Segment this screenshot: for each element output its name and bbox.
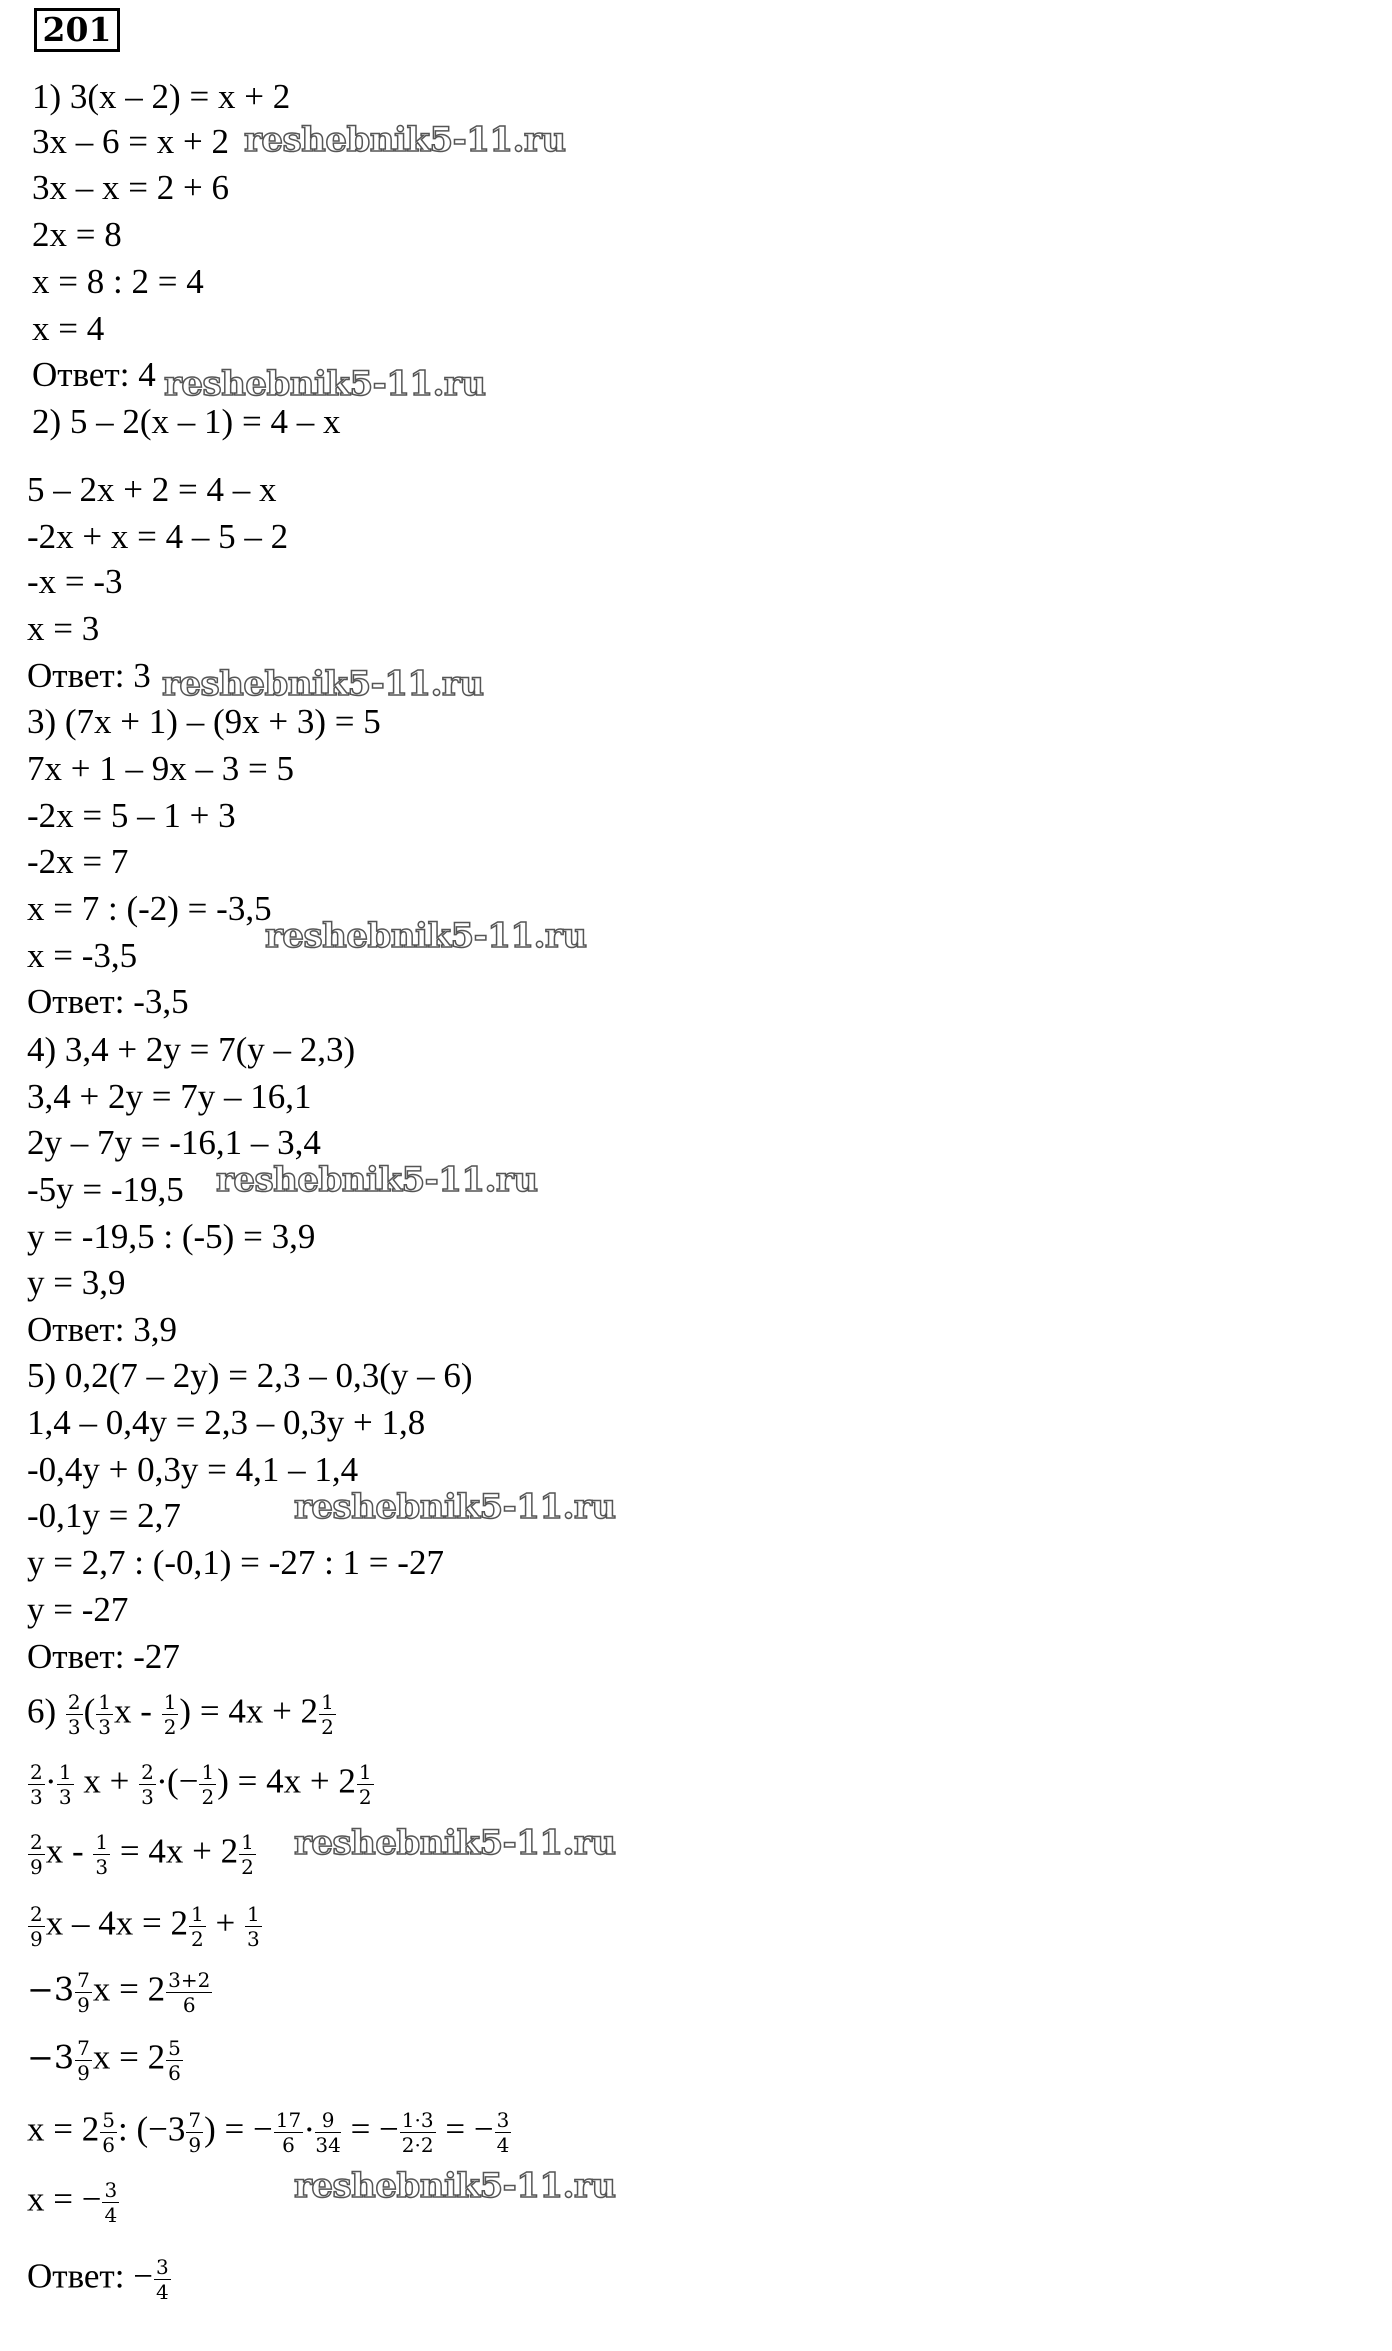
text-segment: +: [206, 1903, 244, 1943]
solution-line: 3,4 + 2y = 7y – 16,1: [27, 1077, 312, 1116]
solution-line: [27, 1830, 257, 1879]
solution-line: x = 3: [27, 609, 100, 648]
solution-line: 3) (7x + 1) – (9x + 3) = 5: [27, 702, 381, 741]
solution-line: -2x = 5 – 1 + 3: [27, 796, 236, 835]
solution-line: x = 4: [32, 309, 105, 348]
text-segment: : (−3: [117, 2109, 186, 2149]
solution-line: 5 – 2x + 2 = 4 – x: [27, 470, 277, 509]
watermark: reshebnik5-11.ru: [244, 120, 566, 160]
solution-line: 2) 5 – 2(x – 1) = 4 – x: [32, 402, 341, 441]
text-segment: x +: [74, 1761, 139, 1801]
fraction: $\frac{2}{9}$: [30, 1902, 43, 1951]
solution-line: [27, 2036, 184, 2085]
solution-line: 7x + 1 – 9x – 3 = 5: [27, 749, 294, 788]
text-segment: Ответ: −: [27, 2256, 153, 2296]
text-segment: ) = 4x + 2: [179, 1691, 319, 1731]
solution-line: x = 2 $\frac{5}{6}$ : (−3 $\frac{7}{9}$ ) = − $\frac{17}{6}$ · $\frac{9}{34}$ = − $\frac{1\cdot 3}{2\cdot 2}$ = − $\frac{3}{4}$: [27, 2108, 510, 2157]
fraction: $\frac{3}{4}$: [155, 2255, 169, 2304]
text-segment: ) = −: [204, 2109, 273, 2149]
fraction: $\frac{7}{9}$: [77, 2036, 90, 2085]
text-segment: x – 4x = 2: [45, 1903, 188, 1943]
text-segment: ) = 4x + 2: [217, 1761, 356, 1801]
solution-line: 1,4 – 0,4y = 2,3 – 0,3y + 1,8: [27, 1403, 426, 1442]
fraction: $\frac{1}{3}$: [246, 1902, 260, 1951]
answer-line: Ответ: 3,9: [27, 1310, 177, 1349]
watermark: reshebnik5-11.ru: [265, 916, 587, 956]
problem-number: 201: [34, 8, 120, 52]
solution-line: [27, 2178, 120, 2227]
solution-line: y = 3,9: [27, 1263, 126, 1302]
text-segment: 6): [27, 1691, 65, 1731]
fraction: $\frac{2}{3}$: [141, 1760, 154, 1809]
solution-line: [27, 1968, 213, 2017]
answer-line: Ответ: 3: [27, 656, 151, 695]
solution-line: 2x = 8: [32, 215, 122, 254]
text-segment: = 4x + 2: [111, 1831, 239, 1871]
answer-line: [27, 2255, 172, 2304]
solution-line: -2x + x = 4 – 5 – 2: [27, 517, 289, 556]
fraction: $\frac{9}{34}$: [315, 2108, 341, 2157]
solution-line: 1) 3(x – 2) = x + 2: [32, 77, 291, 116]
fraction: $\frac{3+2}{6}$: [168, 1968, 211, 2017]
solution-line: y = -27: [27, 1590, 129, 1629]
fraction: $\frac{1}{3}$: [58, 1760, 72, 1809]
text-segment: −3: [27, 1970, 75, 2009]
text-segment: (: [83, 1691, 96, 1731]
fraction: $\frac{1}{2}$: [321, 1690, 334, 1739]
fraction: $\frac{3}{4}$: [496, 2108, 510, 2157]
fraction: $\frac{2}{9}$: [30, 1830, 43, 1879]
solution-line: -0,4y + 0,3y = 4,1 – 1,4: [27, 1450, 359, 1489]
solution-line: -2x = 7: [27, 842, 129, 881]
watermark: reshebnik5-11.ru: [294, 1487, 616, 1527]
solution-line: [27, 1902, 263, 1951]
fraction: $\frac{1}{2}$: [201, 1760, 215, 1809]
solution-line: 4) 3,4 + 2y = 7(y – 2,3): [27, 1030, 356, 1069]
solution-line: -5y = -19,5: [27, 1170, 184, 1209]
fraction: $\frac{1}{2}$: [190, 1902, 204, 1951]
text-segment: x = 2: [27, 2109, 100, 2149]
text-segment: x = 2: [92, 1969, 166, 2009]
fraction: $\frac{1\cdot 3}{2\cdot 2}$: [401, 2108, 434, 2157]
text-segment: = −: [436, 2109, 494, 2149]
fraction: $\frac{1}{2}$: [163, 1690, 177, 1739]
solution-line: $\frac{2}{3}$ · $\frac{1}{3}$ x + $\frac{2}{3}$ ·(− $\frac{1}{2}$ ) = 4x + 2 $\frac{1}{2}$: [30, 1760, 372, 1809]
text-segment: (−: [167, 1761, 199, 1801]
solution-line: [27, 1690, 337, 1739]
solution-line: 3x – x = 2 + 6: [32, 168, 229, 207]
fraction: $\frac{17}{6}$: [275, 2108, 302, 2157]
solution-line: x = 7 : (-2) = -3,5: [27, 889, 272, 928]
watermark: reshebnik5-11.ru: [164, 364, 486, 404]
answer-line: Ответ: -27: [27, 1637, 180, 1676]
fraction: $\frac{3}{4}$: [104, 2178, 118, 2227]
fraction: $\frac{1}{2}$: [241, 1830, 254, 1879]
fraction: $\frac{2}{3}$: [30, 1760, 43, 1809]
fraction: $\frac{5}{6}$: [102, 2108, 115, 2157]
fraction: $\frac{7}{9}$: [77, 1968, 90, 2017]
fraction: $\frac{1}{3}$: [95, 1830, 109, 1879]
text-segment: = −: [341, 2109, 399, 2149]
solution-line: 2y – 7y = -16,1 – 3,4: [27, 1123, 321, 1162]
text-segment: −3: [27, 2038, 75, 2077]
solution-line: -x = -3: [27, 562, 123, 601]
text-segment: x -: [114, 1691, 161, 1731]
text-segment: x = −: [27, 2179, 102, 2219]
answer-line: Ответ: 4: [32, 355, 156, 394]
answer-line: Ответ: -3,5: [27, 982, 189, 1021]
solution-line: x = -3,5: [27, 936, 138, 975]
solution-line: y = -19,5 : (-5) = 3,9: [27, 1217, 316, 1256]
solution-line: x = 8 : 2 = 4: [32, 262, 204, 301]
fraction: $\frac{1}{3}$: [98, 1690, 112, 1739]
watermark: reshebnik5-11.ru: [216, 1160, 538, 1200]
solution-line: 5) 0,2(7 – 2y) = 2,3 – 0,3(y – 6): [27, 1356, 473, 1395]
fraction: $\frac{5}{6}$: [168, 2036, 181, 2085]
watermark: reshebnik5-11.ru: [294, 1823, 616, 1863]
solution-line: 3x – 6 = x + 2: [32, 122, 229, 161]
text-segment: x -: [45, 1831, 93, 1871]
solution-line: y = 2,7 : (-0,1) = -27 : 1 = -27: [27, 1543, 444, 1582]
fraction: $\frac{7}{9}$: [188, 2108, 202, 2157]
fraction: $\frac{1}{2}$: [358, 1760, 372, 1809]
watermark: reshebnik5-11.ru: [294, 2166, 616, 2206]
text-segment: x = 2: [92, 2037, 166, 2077]
watermark: reshebnik5-11.ru: [162, 664, 484, 704]
fraction: $\frac{2}{3}$: [67, 1690, 81, 1739]
solution-line: -0,1y = 2,7: [27, 1496, 181, 1535]
